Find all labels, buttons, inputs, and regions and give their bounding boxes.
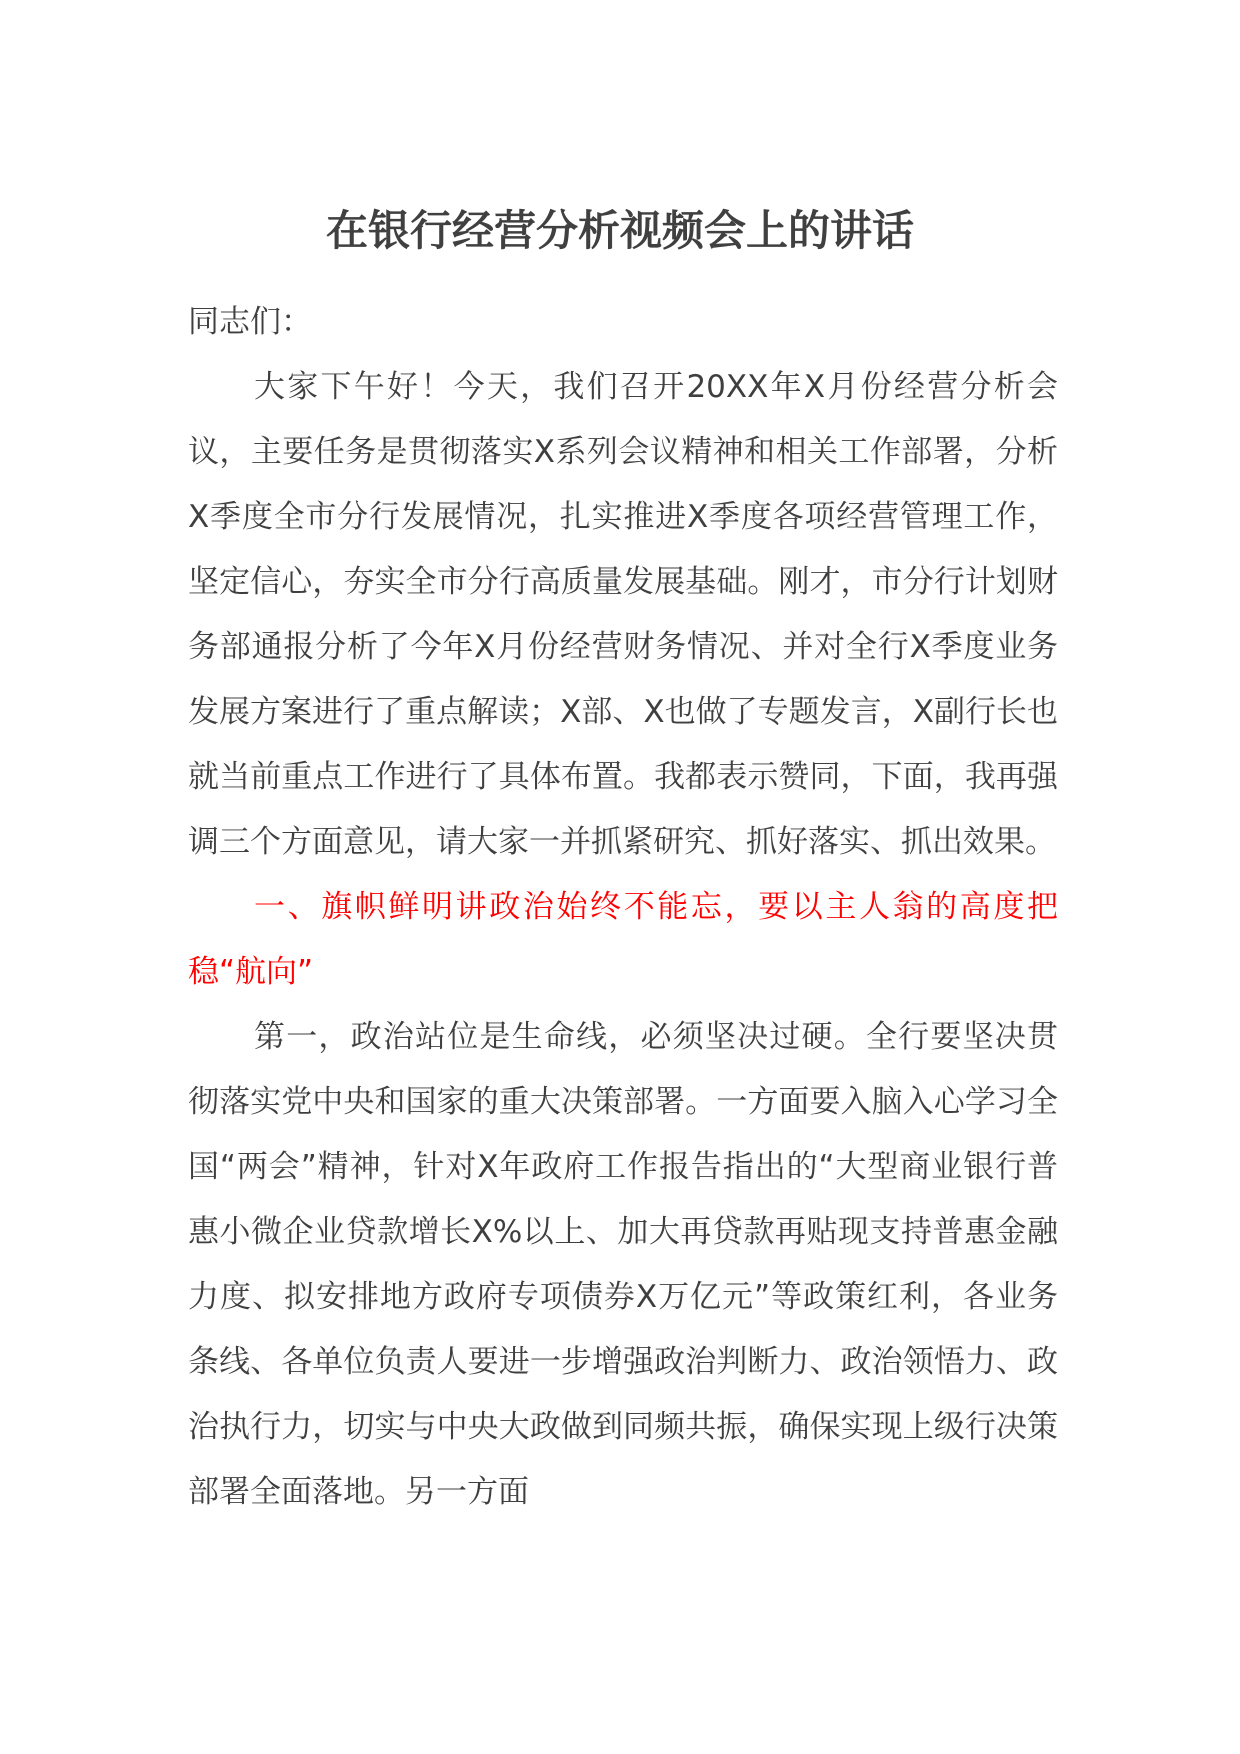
document-title: 在银行经营分析视频会上的讲话 bbox=[325, 206, 914, 255]
document-body bbox=[188, 290, 1058, 1525]
section-heading: 一、旗帜鲜明讲政治始终不能忘，要以主人翁的高度把稳“航向” bbox=[188, 889, 1058, 990]
opening-paragraph: 大家下午好！今天，我们召开20XX年X月份经营分析会议，主要任务是贯彻落实X系列会议精神和相关工作部署，分析X季度全市分行发展情况，扎实推进X季度各项经营管理工作，坚定信心，夯实全市分行高质量发展基础。刚才，市分行计划财务部通报分析了今年X月份经营财务情况、并对全行X季度业务发展方案进行了重点解读；X部、X也做了专题发言，X副行长也就当前重点工作进行了具体布置。我都表示赞同，下面，我再强调三个方面意见，请大家一并抓紧研究、抓好落实、抓出效果。 bbox=[188, 369, 1058, 860]
section-paragraph: 第一，政治站位是生命线，必须坚决过硬。全行要坚决贯彻落实党中央和国家的重大决策部署。一方面要入脑入心学习全国“两会”精神，针对X年政府工作报告指出的“大型商业银行普惠小微企业贷款增长X%以上、加大再贷款再贴现支持普惠金融力度、拟安排地方政府专项债券X万亿元”等政策红利，各业务条线、各单位负责人要进一步增强政治判断力、政治领悟力、政治执行力，切实与中央大政做到同频共振，确保实现上级行决策部署全面落地。另一方面 bbox=[188, 1019, 1058, 1510]
salutation: 同志们： bbox=[188, 304, 312, 340]
